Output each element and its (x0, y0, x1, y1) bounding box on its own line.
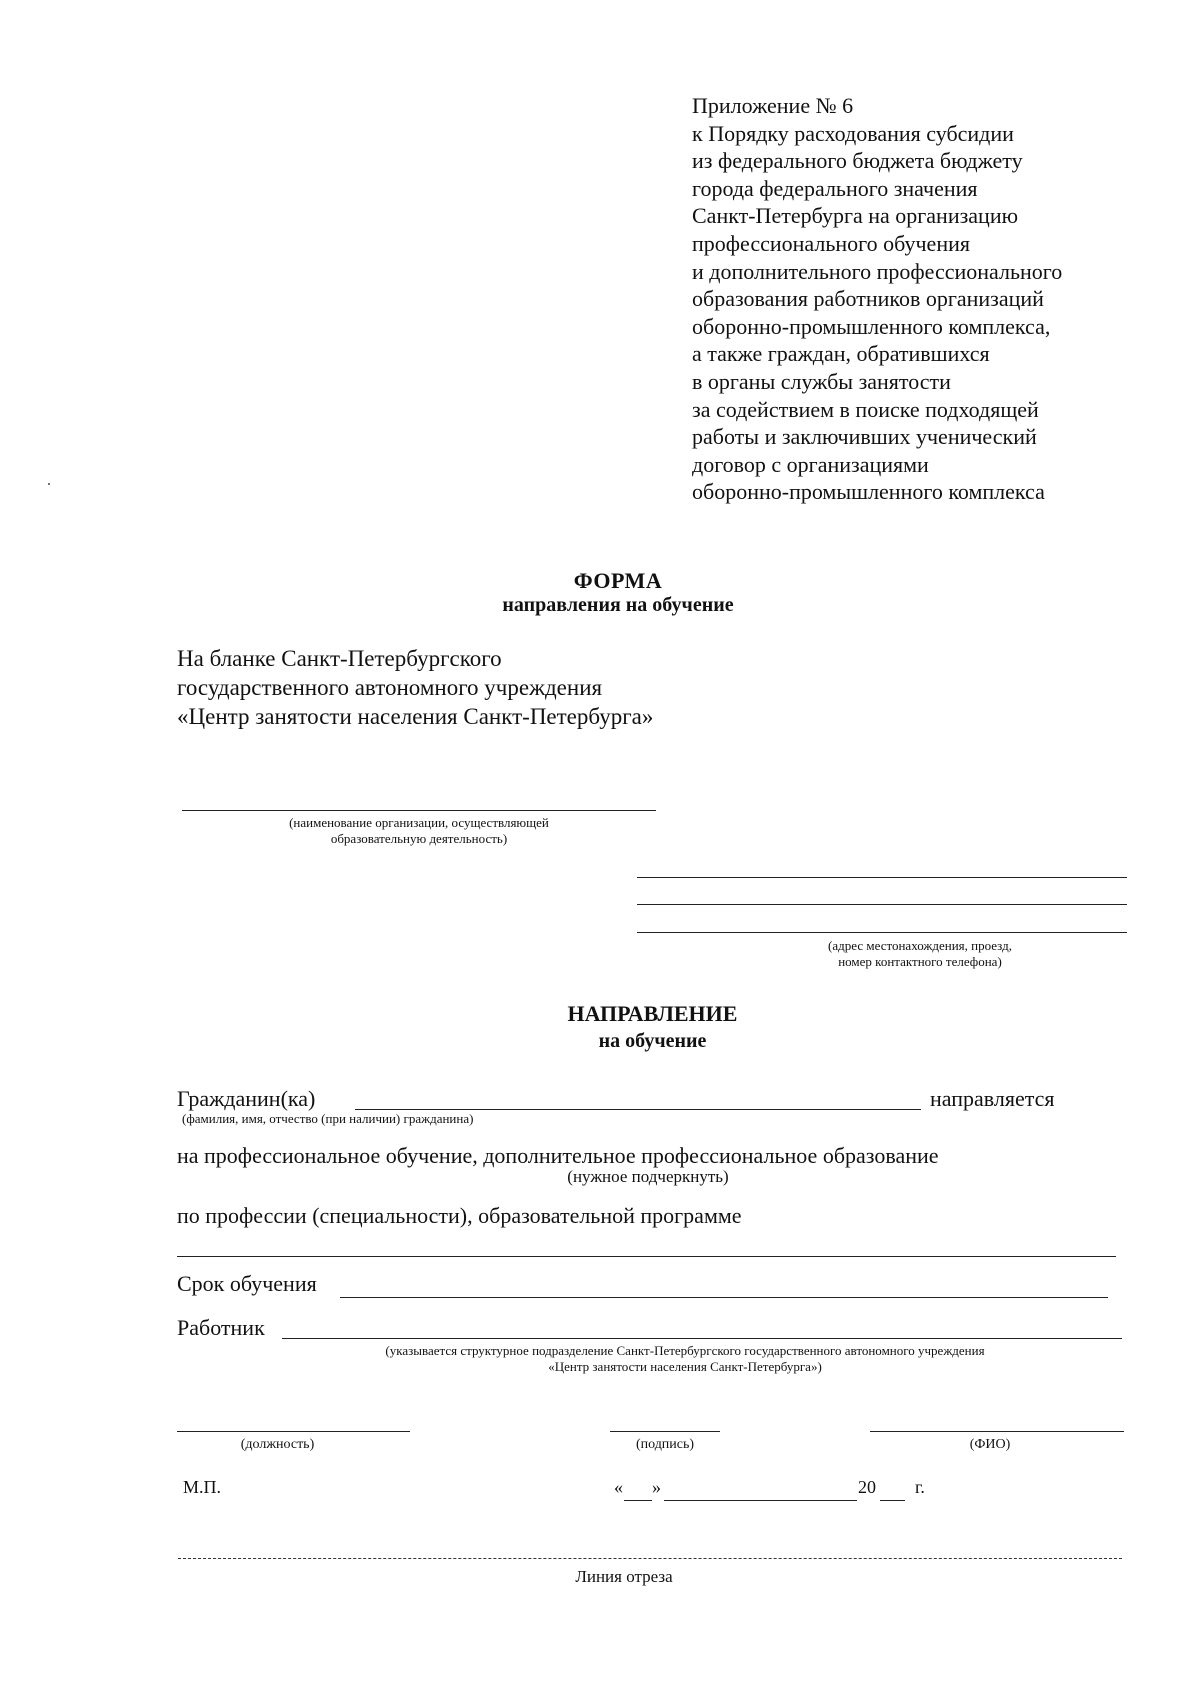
term-label: Срок обучения (177, 1271, 317, 1296)
date-year-suffix: г. (915, 1477, 925, 1497)
form-title: ФОРМА (573, 568, 663, 593)
appendix-line: в органы службы занятости (692, 368, 951, 394)
caption-line: (адрес местонахождения, проезд, (828, 938, 1012, 953)
citizen-suffix: направляется (930, 1086, 1055, 1111)
education-text: на профессиональное обучение, дополнительное профессиональное образование (177, 1143, 939, 1168)
fio-caption: (ФИО) (969, 1437, 1011, 1452)
fio-field[interactable] (870, 1431, 1124, 1432)
appendix-line: из федерального бюджета бюджету (692, 148, 1023, 174)
cut-line (178, 1558, 1122, 1559)
date-quote-close: » (652, 1477, 661, 1497)
organization-name-field[interactable] (182, 810, 656, 811)
citizen-name-field[interactable] (355, 1109, 921, 1110)
position-caption: (должность) (240, 1437, 315, 1452)
address-field-2[interactable] (637, 904, 1127, 905)
scan-speck (48, 483, 50, 485)
organization-caption (182, 815, 656, 847)
letterhead-line: На бланке Санкт-Петербургского (177, 646, 502, 671)
appendix-line: Приложение № 6 (692, 93, 854, 118)
signature-caption: (подпись) (635, 1437, 695, 1452)
caption-line: «Центр занятости населения Санкт-Петербурга») (548, 1359, 822, 1374)
address-caption (690, 938, 1150, 970)
appendix-line: работы и заключивших ученический (692, 424, 1037, 450)
address-field-1[interactable] (637, 877, 1127, 878)
appendix-line: оборонно-промышленного комплекса, (692, 313, 1051, 339)
direction-title: НАПРАВЛЕНИЕ (567, 1001, 738, 1026)
profession-text: по профессии (специальности), образовательной программе (177, 1203, 742, 1228)
date-quote-open: « (614, 1477, 623, 1497)
date-year-field[interactable] (880, 1500, 905, 1501)
cut-line-label: Линия отреза (575, 1567, 673, 1586)
direction-subtitle: на обучение (598, 1030, 707, 1052)
caption-line: номер контактного телефона) (838, 954, 1002, 969)
appendix-line: и дополнительного профессионального (692, 258, 1063, 284)
appendix-line: оборонно-промышленного комплекса (692, 479, 1045, 505)
appendix-line: профессионального обучения (692, 230, 970, 256)
appendix-line: а также граждан, обратившихся (692, 341, 990, 367)
worker-field[interactable] (282, 1338, 1122, 1339)
stamp-placeholder: М.П. (183, 1477, 222, 1497)
letterhead-note (177, 644, 653, 731)
letterhead-line: «Центр занятости населения Санкт-Петербурга» (177, 704, 654, 729)
appendix-line: образования работников организаций (692, 286, 1044, 312)
profession-field[interactable] (177, 1256, 1116, 1257)
date-year-prefix: 20 (858, 1477, 876, 1497)
term-field[interactable] (340, 1297, 1108, 1298)
position-field[interactable] (177, 1431, 410, 1432)
worker-label: Работник (177, 1315, 265, 1340)
appendix-line: к Порядку расходования субсидии (692, 120, 1014, 146)
citizen-caption: (фамилия, имя, отчество (при наличии) гражданина) (182, 1111, 474, 1126)
date-month-field[interactable] (664, 1500, 857, 1501)
appendix-line: города федерального значения (692, 175, 978, 201)
appendix-line: за содействием в поиске подходящей (692, 396, 1039, 422)
address-field-3[interactable] (637, 932, 1127, 933)
date-day-field[interactable] (624, 1500, 652, 1501)
caption-line: образовательную деятельность) (330, 831, 508, 846)
worker-caption (250, 1343, 1120, 1375)
education-caption: (нужное подчеркнуть) (567, 1167, 729, 1186)
appendix-line: договор с организациями (692, 451, 929, 477)
appendix-block (692, 92, 1162, 506)
caption-line: (указывается структурное подразделение Санкт-Петербургского государственного автономного учреждения (385, 1343, 985, 1358)
appendix-line: Санкт-Петербурга на организацию (692, 203, 1019, 229)
form-subtitle: направления на обучение (502, 594, 734, 616)
citizen-label: Гражданин(ка) (177, 1086, 316, 1111)
letterhead-line: государственного автономного учреждения (177, 675, 603, 700)
signature-field[interactable] (610, 1431, 720, 1432)
caption-line: (наименование организации, осуществляющей (289, 815, 549, 830)
